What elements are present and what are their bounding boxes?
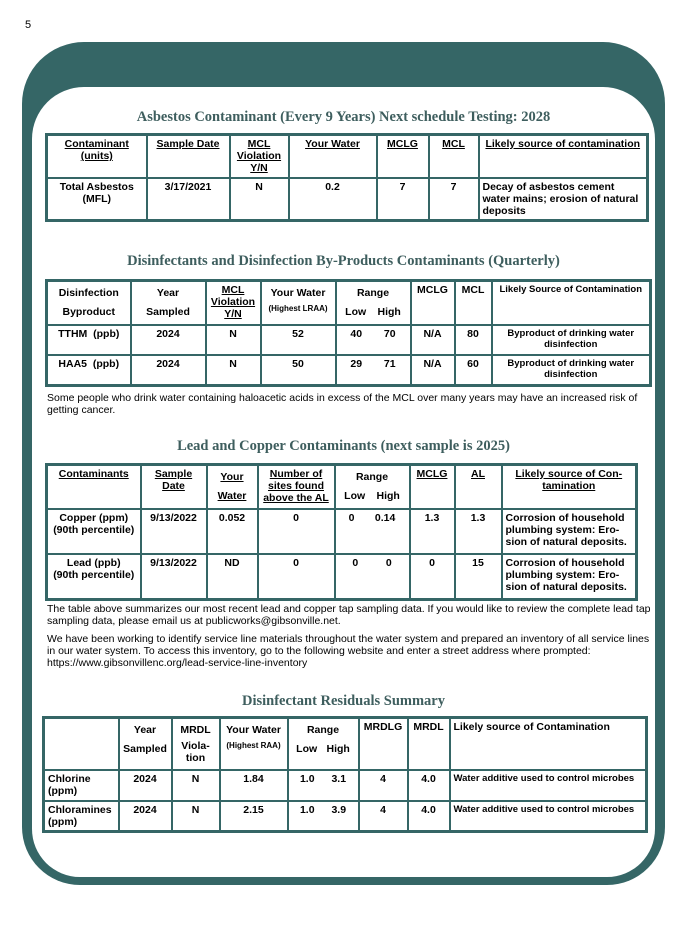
cell-violation: N	[206, 355, 261, 385]
header-byproduct-line1: Disinfection	[58, 287, 119, 299]
header-sites-above-al: Number of sites found above the AL	[258, 465, 335, 510]
table-row	[47, 325, 651, 355]
header-al: AL	[455, 465, 502, 510]
cell-mrdl: 4.0	[408, 801, 450, 832]
header-range-high: High	[376, 490, 400, 502]
header-your-water-sub: (Highest RAA)	[226, 741, 281, 750]
cell-source: Water additive used to control microbes	[450, 770, 647, 801]
header-source: Likely source of Con-tamination	[502, 465, 637, 510]
table-row	[47, 554, 637, 599]
header-range-label: Range	[356, 287, 390, 299]
header-range-label: Range	[355, 471, 389, 483]
header-range	[336, 281, 411, 326]
cell-your-water: 0.2	[289, 178, 377, 221]
header-year	[131, 281, 206, 326]
cell-range	[336, 325, 411, 355]
cell-mcl: 60	[455, 355, 492, 385]
header-range-high: High	[377, 306, 401, 318]
header-source: Likely Source of Contamination	[492, 281, 651, 326]
cell-your-water: 0.052	[207, 509, 258, 554]
cell-range	[288, 801, 359, 832]
service-line-note: We have been working to identify service line materials throughout the water system and prepared an inventory of all service lines in our water system. To access this inventory, go to the following website and enter a street address where prompted: https://www.gibsonvillenc.org/lead-service-line-inventory	[47, 633, 650, 669]
header-your-water: Your Water	[289, 135, 377, 178]
header-your-water	[261, 281, 336, 326]
cell-source: Corrosion of household plumbing system: Ero-sion of natural deposits.	[502, 554, 637, 599]
cell-high: 3.9	[331, 803, 347, 816]
header-mrdlg: MRDLG	[359, 718, 408, 770]
page-number: 5	[25, 19, 32, 31]
header-your-water	[220, 718, 288, 770]
residuals-title: Disinfectant Residuals Summary	[241, 693, 445, 709]
cell-name: Lead (ppb)	[66, 557, 121, 569]
cell-low: 29	[350, 358, 363, 370]
cell-your-water: ND	[207, 554, 258, 599]
header-year	[119, 718, 172, 770]
cell-year: 2024	[131, 325, 206, 355]
cell-year: 2024	[119, 801, 172, 832]
header-contaminant: Contaminant (units)	[47, 135, 147, 178]
header-range-label: Range	[306, 724, 340, 736]
cell-high: 70	[383, 328, 396, 340]
header-range-low: Low	[345, 306, 367, 318]
cell-contaminant: Total Asbestos (MFL)	[47, 178, 147, 221]
cell-your-water: 50	[261, 355, 336, 385]
cell-al: 1.3	[455, 509, 502, 554]
cell-byproduct: HAA5 (ppb)	[47, 355, 131, 385]
header-range	[335, 465, 410, 510]
cell-percentile: (90th percentile)	[53, 524, 135, 536]
cell-violation: N	[206, 325, 261, 355]
cell-your-water: 2.15	[220, 801, 288, 832]
header-range-high: High	[326, 743, 350, 755]
header-mcl: MCL	[429, 135, 479, 178]
header-range-low: Low	[344, 490, 366, 502]
cell-low: 0	[348, 512, 355, 524]
header-mcl-violation: MCL Violation Y/N	[230, 135, 289, 178]
cell-name: Copper (ppm)	[59, 512, 129, 524]
header-mcl-violation: MCL Violation Y/N	[206, 281, 261, 326]
cell-mcl: 80	[455, 325, 492, 355]
header-mclg: MCLG	[411, 281, 455, 326]
header-blank	[44, 718, 119, 770]
header-year-line2: Sampled	[146, 306, 190, 318]
header-source: Likely source of Contamination	[450, 718, 647, 770]
cell-year: 2024	[131, 355, 206, 385]
cell-contaminant	[47, 509, 141, 554]
header-mrdl-violation-line1: MRDL	[180, 724, 211, 736]
cell-high: 71	[383, 358, 396, 370]
header-mrdl-violation	[172, 718, 220, 770]
header-mclg: MCLG	[377, 135, 429, 178]
cell-byproduct: TTHM (ppb)	[47, 325, 131, 355]
header-your-water-sub: (Highest LRAA)	[268, 304, 328, 313]
cell-your-water: 1.84	[220, 770, 288, 801]
cell-mrdl: 4.0	[408, 770, 450, 801]
cell-percentile: (90th percentile)	[53, 569, 135, 581]
table-row	[47, 509, 637, 554]
cell-mclg: N/A	[411, 355, 455, 385]
cell-al: 15	[455, 554, 502, 599]
lead-copper-table	[45, 463, 638, 601]
header-your-water-label: Your Water	[270, 287, 326, 299]
asbestos-table	[45, 133, 649, 222]
cell-low: 0	[352, 557, 359, 569]
table-row	[47, 355, 651, 385]
lead-copper-note: The table above summarizes our most recent lead and copper tap sampling data. If you would like to review the complete lead tap sampling data, please email us at publicworks@gibsonville.net.	[47, 603, 651, 627]
header-mclg: MCLG	[410, 465, 455, 510]
header-byproduct-line2: Byproduct	[62, 306, 115, 318]
cell-mclg: 7	[377, 178, 429, 221]
header-your-water-line2: Water	[217, 490, 247, 502]
cell-date: 9/13/2022	[141, 509, 207, 554]
header-contaminants: Contaminants	[47, 465, 141, 510]
cell-source: Corrosion of household plumbing system: Ero-sion of natural deposits.	[502, 509, 637, 554]
header-byproduct	[47, 281, 131, 326]
header-your-water-line1: Your	[220, 471, 244, 483]
cell-range	[288, 770, 359, 801]
header-range-low: Low	[296, 743, 318, 755]
cell-mrdlg: 4	[359, 801, 408, 832]
cell-range	[335, 509, 410, 554]
cell-source: Byproduct of drinking water disinfection	[492, 355, 651, 385]
residuals-table	[42, 716, 648, 833]
header-year-line1: Year	[156, 287, 180, 299]
cell-low: 40	[350, 328, 363, 340]
header-mcl: MCL	[455, 281, 492, 326]
cell-mclg: N/A	[411, 325, 455, 355]
cell-contaminant	[47, 554, 141, 599]
header-source: Likely source of contamination	[479, 135, 648, 178]
cell-mcl: 7	[429, 178, 479, 221]
dbp-title: Disinfectants and Disinfection By-Products Contaminants (Quarterly)	[127, 253, 560, 269]
header-sample-date: Sample Date	[147, 135, 230, 178]
cell-year: 2024	[119, 770, 172, 801]
table-row	[47, 178, 648, 221]
header-your-water-label: Your Water	[226, 724, 281, 736]
cell-violation: N	[230, 178, 289, 221]
dbp-note: Some people who drink water containing haloacetic acids in excess of the MCL over many years may have an increased risk of getting cancer.	[47, 392, 638, 416]
cell-range	[336, 355, 411, 385]
cell-source: Decay of asbestos cement water mains; erosion of natural deposits	[479, 178, 648, 221]
cell-violation: N	[172, 801, 220, 832]
header-year-line2: Sampled	[123, 743, 167, 755]
cell-date: 9/13/2022	[141, 554, 207, 599]
cell-name: Chlorine (ppm)	[44, 770, 119, 801]
cell-your-water: 52	[261, 325, 336, 355]
lead-copper-title: Lead and Copper Contaminants (next sample is 2025)	[177, 438, 510, 454]
cell-source: Water additive used to control microbes	[450, 801, 647, 832]
cell-high: 0	[385, 557, 392, 569]
cell-source: Byproduct of drinking water disinfection	[492, 325, 651, 355]
header-range	[288, 718, 359, 770]
cell-high: 3.1	[331, 772, 347, 785]
cell-range	[335, 554, 410, 599]
cell-sites: 0	[258, 509, 335, 554]
table-row	[44, 801, 647, 832]
cell-low: 1.0	[299, 772, 315, 785]
cell-mrdlg: 4	[359, 770, 408, 801]
header-mrdl-violation-line2: Viola-tion	[181, 740, 210, 764]
table-row	[44, 770, 647, 801]
asbestos-title: Asbestos Contaminant (Every 9 Years) Next schedule Testing: 2028	[136, 109, 551, 125]
cell-mclg: 0	[410, 554, 455, 599]
cell-name: Chloramines (ppm)	[44, 801, 119, 832]
cell-date: 3/17/2021	[147, 178, 230, 221]
cell-violation: N	[172, 770, 220, 801]
header-your-water	[207, 465, 258, 510]
header-year-line1: Year	[133, 724, 157, 736]
cell-high: 0.14	[374, 512, 396, 524]
header-mrdl: MRDL	[408, 718, 450, 770]
dbp-table	[45, 279, 652, 387]
cell-low: 1.0	[299, 803, 315, 816]
cell-mclg: 1.3	[410, 509, 455, 554]
cell-sites: 0	[258, 554, 335, 599]
header-sample-date: Sample Date	[141, 465, 207, 510]
